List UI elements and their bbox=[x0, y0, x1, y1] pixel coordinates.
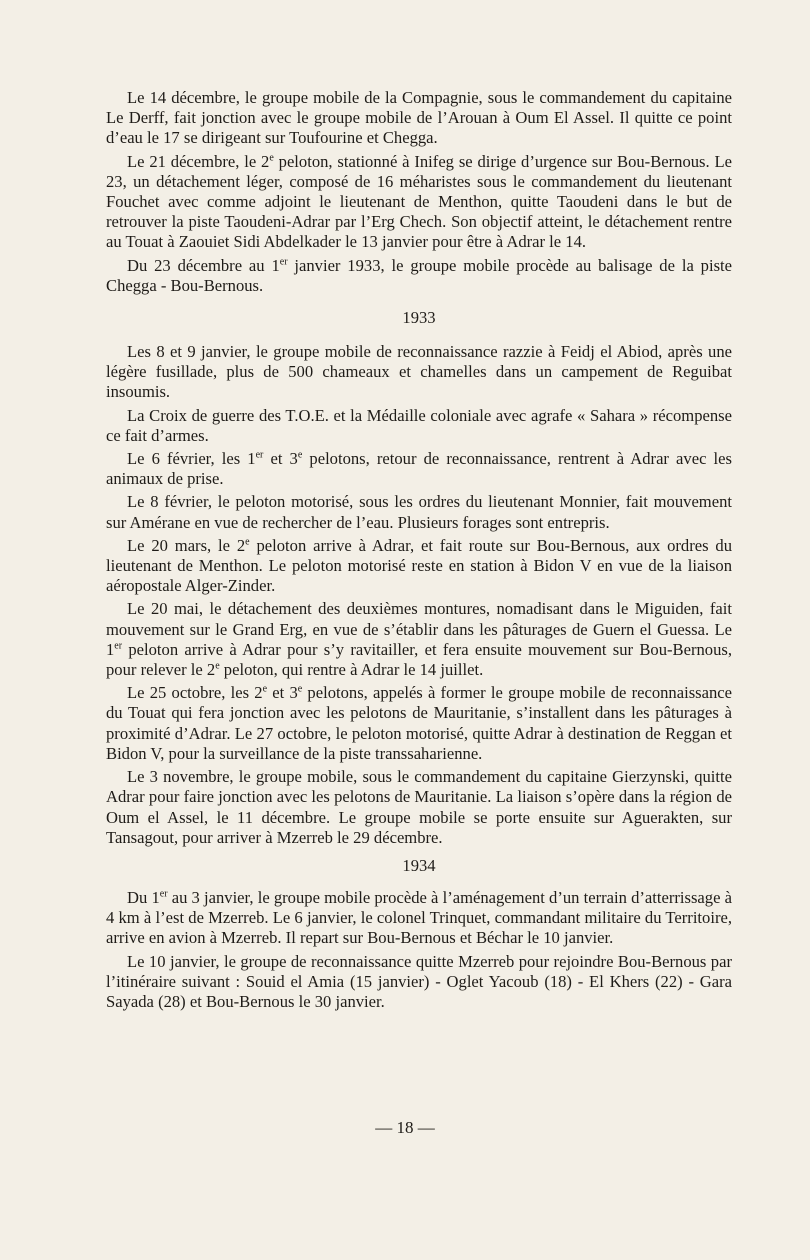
paragraph: Du 23 décembre au 1er janvier 1933, le groupe mobile procède au balisage de la piste Chegga - Bou-Bernous. bbox=[106, 255, 732, 295]
paragraph: Le 6 février, les 1er et 3e pelotons, retour de reconnaissance, rentrent à Adrar avec les animaux de prise. bbox=[106, 449, 732, 489]
paragraph: Le 20 mars, le 2e peloton arrive à Adrar, et fait route sur Bou-Bernous, aux ordres du lieutenant de Menthon. Le peloton motorisé reste en station à Bidon V en vue de la liaison aéropostale Alger-Zinder. bbox=[106, 535, 733, 596]
paragraph: Le 14 décembre, le groupe mobile de la Compagnie, sous le commandement du capitaine Le Derff, fait jonction avec le groupe mobile de l’Arouan à Oum El Assel. Il quitte ce point d’eau le 17 se dirigeant sur Toufourine et Chegga. bbox=[106, 88, 732, 148]
paragraph: Le 25 octobre, les 2e et 3e pelotons, appelés à former le groupe mobile de reconnaissance du Touat qui fera jonction avec les pelotons de Mauritanie, s’installent dans les pâturages à proximité d’Adrar. Le 27 octobre, le peloton motorisé, quitte Adrar à destination de Reggan et Bidon V, pour la surveillance de la piste transsaharienne. bbox=[106, 683, 733, 763]
paragraph: Les 8 et 9 janvier, le groupe mobile de reconnaissance razzie à Feidj el Abiod, après une légère fusillade, plus de 500 chameaux et chamelles dans un campement de Reguibat insoumis. bbox=[106, 342, 732, 402]
paragraph: Du 1er au 3 janvier, le groupe mobile procède à l’aménagement d’un terrain d’atterrissage à 4 km à l’est de Mzerreb. Le 6 janvier, le colonel Trinquet, commandant militaire du Territoire, arrive en avion à Mzerreb. Il repart sur Bou-Bernous et Béchar le 10 janvier. bbox=[106, 887, 732, 948]
paragraph: Le 20 mai, le détachement des deuxièmes montures, nomadisant dans le Miguiden, fait mouvement sur le Grand Erg, en vue de s’établir dans les pâturages de Guern el Guessa. Le 1er peloton arrive à Adrar pour s’y ravitailler, et fera ensuite mouvement sur Bou-Bernous, pour relever le 2e peloton, qui rentre à Adrar le 14 juillet. bbox=[106, 599, 732, 680]
paragraph: Le 10 janvier, le groupe de reconnaissance quitte Mzerreb pour rejoindre Bou-Bernous par l’itinéraire suivant : Souid el Amia (15 janvier) - Oglet Yacoub (18) - El Khers (22) - Gara Sayada (28) et Bou-Bernous le 30 janvier. bbox=[106, 951, 732, 1011]
paragraph: Le 3 novembre, le groupe mobile, sous le commandement du capitaine Gierzynski, quitte Adrar pour faire jonction avec les pelotons de Mauritanie. La liaison s’opère dans la région de Oum el Assel, le 11 décembre. Le groupe mobile se porte ensuite sur Aguerakten, sur Tansagout, pour arriver à Mzerreb le 29 décembre. bbox=[106, 767, 732, 847]
paragraph: Le 8 février, le peloton motorisé, sous les ordres du lieutenant Monnier, fait mouvement sur Amérane en vue de rechercher de l’eau. Plusieurs forages sont entrepris. bbox=[106, 492, 732, 532]
year-heading-1933: 1933 bbox=[402, 308, 436, 328]
page-number: — 18 — bbox=[375, 1118, 435, 1137]
paragraph: La Croix de guerre des T.O.E. et la Médaille coloniale avec agrafe « Sahara » récompense ce fait d’armes. bbox=[106, 405, 732, 445]
page-body bbox=[106, 88, 732, 1015]
paragraph: Le 21 décembre, le 2e peloton, stationné à Inifeg se dirige d’urgence sur Bou-Bernous. Le 23, un détachement léger, composé de 16 méharistes sous le commandement du lieutenant Fouchet avec comme adjoint le lieutenant de Menthon, quitte Taoudeni dans le but de retrouver la piste Taoudeni-Adrar par l’Erg Chech. Son objectif atteint, le détachement rentre au Touat à Zaouiet Sidi Abdelkader le 13 janvier pour être à Adrar le 14. bbox=[106, 151, 732, 252]
year-heading-1934: 1934 bbox=[402, 855, 436, 875]
